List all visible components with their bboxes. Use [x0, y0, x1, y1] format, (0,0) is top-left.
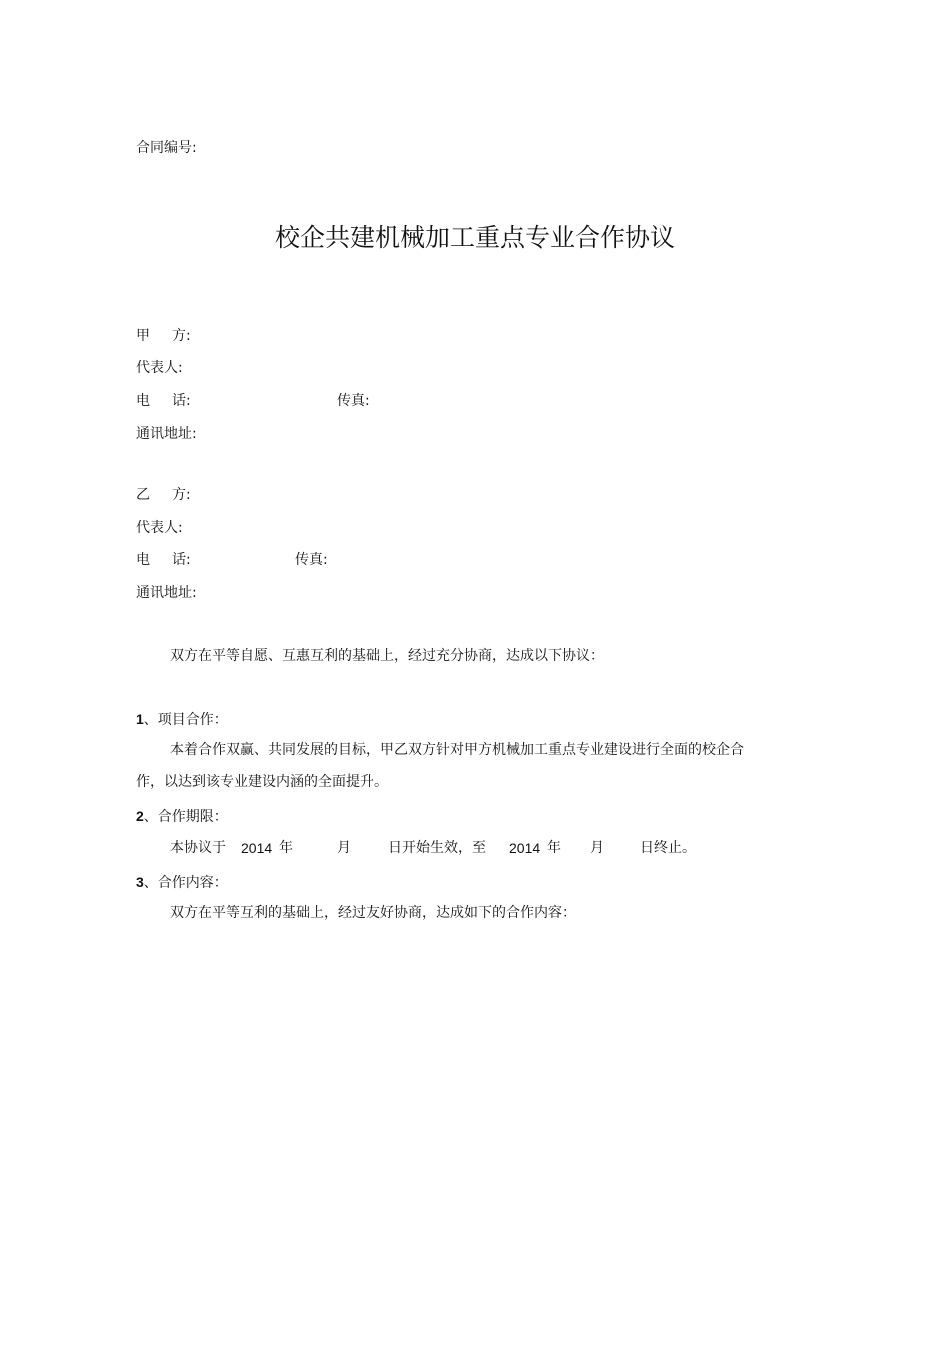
- party-a-address-label: 通讯地址:: [136, 426, 197, 442]
- section-2-start-day-text: 日开始生效，至: [388, 840, 486, 856]
- section-2-number: 2: [136, 808, 144, 824]
- section-3-number: 3: [136, 874, 144, 890]
- party-b-phone-label: [136, 551, 191, 569]
- section-3-body-line-1: 双方在平等互利的基础上，经过友好协商，达成如下的合作内容：: [170, 905, 576, 921]
- section-1-heading: [136, 710, 228, 729]
- party-a-phone-char: 电: [136, 393, 150, 409]
- party-b-representative-label: 代表人:: [136, 520, 183, 536]
- section-2-start-month-unit: 月: [337, 840, 351, 856]
- preamble-paragraph: 双方在平等自愿、互惠互利的基础上，经过充分协商，达成以下协议：: [170, 648, 604, 664]
- party-b-phone-char: 电: [136, 552, 150, 568]
- section-3-heading: [136, 873, 228, 892]
- document-title: 校企共建机械加工重点专业合作协议: [274, 223, 675, 252]
- section-2-term-prefix: 本协议于: [170, 840, 226, 856]
- party-a-label: [136, 327, 191, 345]
- section-2-start-year-unit: 年: [279, 840, 293, 856]
- section-1-title: 、项目合作：: [143, 712, 228, 728]
- section-1-body-line-1: 本着合作双赢、共同发展的目标，甲乙双方针对甲方机械加工重点专业建设进行全面的校企合: [170, 742, 744, 758]
- party-b-label: [136, 486, 191, 504]
- party-b-fax-label: 传真:: [295, 552, 328, 568]
- section-1-body-line-2: 作，以达到该专业建设内涵的全面提升。: [136, 774, 388, 790]
- section-3-title: 、合作内容：: [143, 875, 228, 891]
- party-a-label-suffix: 方:: [172, 328, 191, 344]
- party-a-phone-suffix: 话:: [172, 393, 191, 409]
- section-2-start-year: 2014: [241, 840, 273, 856]
- section-2-title: 、合作期限：: [143, 809, 228, 825]
- party-a-phone-label: [136, 392, 191, 410]
- party-a-label-char: 甲: [136, 328, 150, 344]
- party-b-address-label: 通讯地址:: [136, 585, 197, 601]
- party-a-fax-label: 传真:: [337, 393, 370, 409]
- section-2-end-year: 2014: [509, 840, 541, 856]
- section-2-heading: [136, 807, 228, 826]
- section-1-number: 1: [136, 711, 144, 727]
- party-a-representative-label: 代表人:: [136, 360, 183, 376]
- party-b-label-char: 乙: [136, 487, 150, 503]
- party-b-phone-suffix: 话:: [172, 552, 191, 568]
- party-b-label-suffix: 方:: [172, 487, 191, 503]
- section-2-end-year-unit: 年: [547, 840, 561, 856]
- section-2-end-month-unit: 月: [590, 840, 604, 856]
- contract-number-label: 合同编号:: [136, 140, 197, 156]
- section-2-end-day-text: 日终止。: [640, 840, 696, 856]
